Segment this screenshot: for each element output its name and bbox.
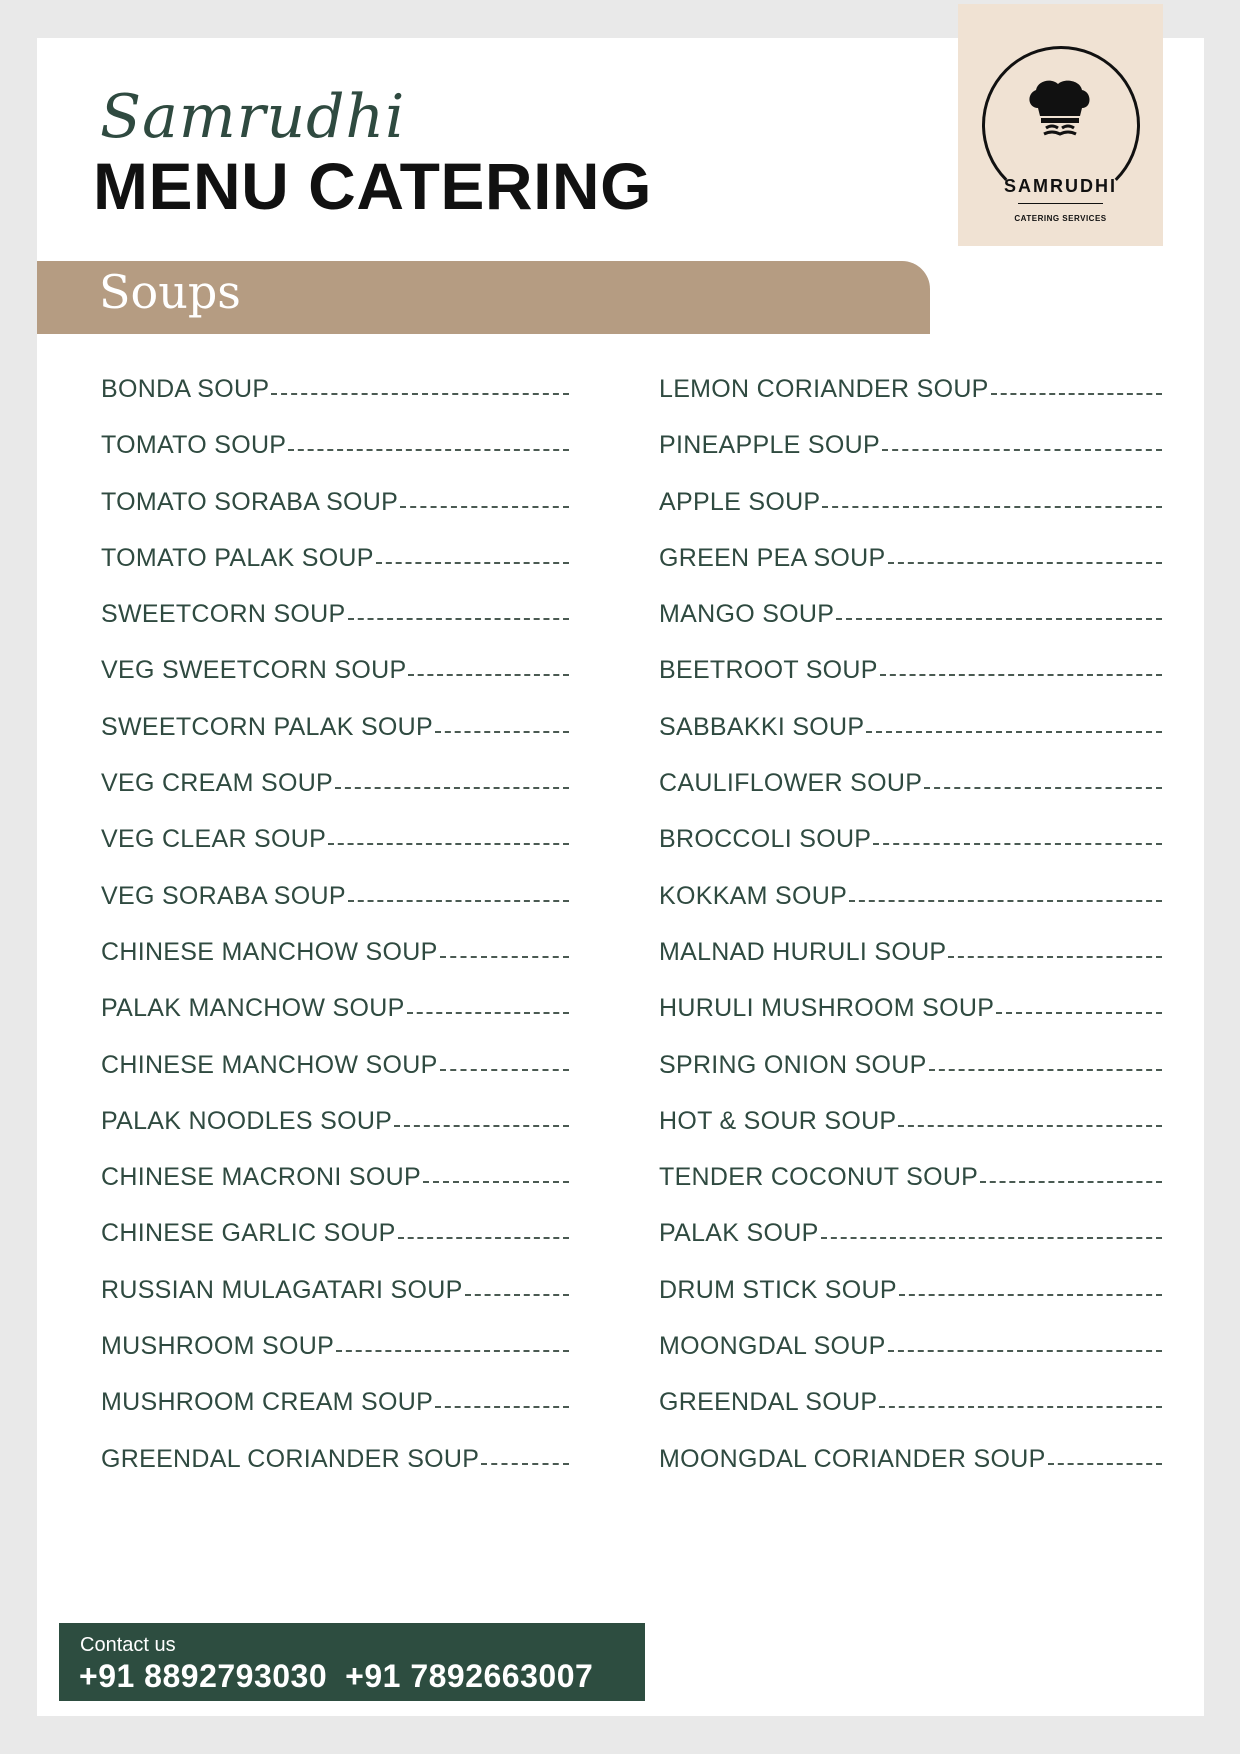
menu-item-label: MALNAD HURULI SOUP (659, 937, 947, 966)
menu-list-left (101, 375, 569, 1501)
menu-item-label: CHINESE MACRONI SOUP (101, 1163, 421, 1192)
menu-item-label: TENDER COCONUT SOUP (659, 1163, 979, 1192)
menu-item (101, 1276, 569, 1332)
dotted-leader (980, 1181, 1162, 1183)
menu-item (659, 938, 1162, 994)
menu-item-label: TOMATO SORABA SOUP (101, 487, 399, 516)
menu-item-label: VEG SORABA SOUP (101, 881, 346, 910)
dotted-leader (400, 506, 569, 508)
menu-item-label: GREEN PEA SOUP (659, 543, 886, 572)
menu-item-label: CHINESE MANCHOW SOUP (101, 1050, 438, 1079)
menu-item (659, 1107, 1162, 1163)
menu-item-label: BONDA SOUP (101, 375, 270, 403)
menu-item-label: DRUM STICK SOUP (659, 1275, 897, 1304)
menu-item (101, 994, 569, 1050)
menu-item-label: BROCCOLI SOUP (659, 825, 872, 854)
menu-item-label: PINEAPPLE SOUP (659, 431, 880, 460)
dotted-leader (879, 1406, 1162, 1408)
menu-item-label: KOKKAM SOUP (659, 881, 848, 910)
contact-label: Contact us (80, 1634, 176, 1656)
contact-box (59, 1623, 645, 1701)
menu-item (101, 713, 569, 769)
dotted-leader (866, 731, 1162, 733)
menu-item-label: CAULIFLOWER SOUP (659, 769, 923, 798)
menu-item-label: MUSHROOM CREAM SOUP (101, 1388, 434, 1417)
phone-number-1[interactable]: +91 8892793030 (79, 1658, 328, 1694)
dotted-leader (440, 956, 569, 958)
dotted-leader (348, 900, 569, 902)
logo-divider (1018, 203, 1103, 204)
menu-item-label: GREENDAL CORIANDER SOUP (101, 1444, 480, 1473)
menu-item (101, 1051, 569, 1107)
menu-item (659, 600, 1162, 656)
menu-item-label: CHINESE MANCHOW SOUP (101, 937, 438, 966)
menu-item (101, 488, 569, 544)
menu-item-label: PALAK MANCHOW SOUP (101, 994, 405, 1023)
dotted-leader (991, 393, 1162, 395)
page-title: MENU CATERING (93, 149, 652, 223)
menu-item-label: MANGO SOUP (659, 600, 835, 629)
dotted-leader (394, 1125, 569, 1127)
dotted-leader (929, 1069, 1162, 1071)
menu-item-label: CHINESE GARLIC SOUP (101, 1219, 396, 1248)
dotted-leader (996, 1012, 1162, 1014)
menu-item-label: MOONGDAL SOUP (659, 1332, 886, 1361)
menu-item (659, 713, 1162, 769)
logo-subtitle: CATERING SERVICES (1014, 214, 1107, 223)
dotted-leader (924, 787, 1162, 789)
menu-item-label: MUSHROOM SOUP (101, 1332, 335, 1361)
menu-item-label: TOMATO PALAK SOUP (101, 543, 374, 572)
menu-item (659, 488, 1162, 544)
menu-item (101, 1107, 569, 1163)
dotted-leader (423, 1181, 569, 1183)
menu-item-label: GREENDAL SOUP (659, 1388, 878, 1417)
menu-item (659, 1445, 1162, 1501)
section-header (37, 261, 930, 334)
menu-list-right (659, 375, 1162, 1501)
menu-item (101, 1445, 569, 1501)
menu-item (659, 544, 1162, 600)
dotted-leader (407, 1012, 569, 1014)
dotted-leader (888, 1350, 1162, 1352)
logo (958, 4, 1163, 246)
dotted-leader (836, 618, 1162, 620)
menu-item (101, 431, 569, 487)
menu-item-label: MOONGDAL CORIANDER SOUP (659, 1444, 1046, 1473)
menu-item (101, 825, 569, 881)
menu-item (101, 600, 569, 656)
logo-name: SAMRUDHI (1004, 176, 1117, 196)
menu-item (101, 544, 569, 600)
menu-item (659, 825, 1162, 881)
menu-item-label: HOT & SOUR SOUP (659, 1106, 897, 1135)
menu-item (659, 1219, 1162, 1275)
menu-item (659, 375, 1162, 431)
section-title: Soups (99, 265, 241, 319)
menu-item (659, 1332, 1162, 1388)
menu-item (101, 1332, 569, 1388)
dotted-leader (398, 1237, 569, 1239)
menu-item (101, 938, 569, 994)
dotted-leader (435, 731, 569, 733)
menu-item (659, 769, 1162, 825)
menu-item-label: APPLE SOUP (659, 487, 821, 516)
brand-script-title: Samrudhi (100, 82, 406, 152)
dotted-leader (288, 449, 569, 451)
menu-item (101, 1163, 569, 1219)
menu-item-label: SPRING ONION SOUP (659, 1050, 927, 1079)
dotted-leader (1048, 1463, 1162, 1465)
dotted-leader (821, 1237, 1162, 1239)
menu-item-label: PALAK SOUP (659, 1219, 819, 1248)
menu-item-label: SWEETCORN PALAK SOUP (101, 712, 433, 741)
chef-hat-icon (1024, 78, 1096, 138)
menu-item-label: RUSSIAN MULAGATARI SOUP (101, 1275, 463, 1304)
menu-item (659, 1276, 1162, 1332)
menu-item-label: VEG CLEAR SOUP (101, 825, 327, 854)
dotted-leader (873, 843, 1162, 845)
dotted-leader (880, 674, 1162, 676)
dotted-leader (348, 618, 570, 620)
menu-item (659, 1051, 1162, 1107)
menu-item (659, 882, 1162, 938)
menu-item (659, 1163, 1162, 1219)
menu-item-label: TOMATO SOUP (101, 431, 287, 460)
menu-item-label: HURULI MUSHROOM SOUP (659, 994, 995, 1023)
menu-item-label: PALAK NOODLES SOUP (101, 1106, 393, 1135)
dotted-leader (888, 562, 1163, 564)
menu-item (659, 431, 1162, 487)
menu-item (101, 1388, 569, 1444)
dotted-leader (271, 393, 569, 395)
dotted-leader (898, 1125, 1162, 1127)
dotted-leader (899, 1294, 1162, 1296)
dotted-leader (440, 1069, 569, 1071)
menu-item-label: BEETROOT SOUP (659, 656, 878, 685)
menu-item (659, 656, 1162, 712)
menu-item-label: SWEETCORN SOUP (101, 600, 346, 629)
menu-item-label: SABBAKKI SOUP (659, 712, 865, 741)
dotted-leader (376, 562, 569, 564)
menu-item (659, 1388, 1162, 1444)
dotted-leader (948, 956, 1162, 958)
dotted-leader (849, 900, 1162, 902)
menu-item (101, 769, 569, 825)
dotted-leader (822, 506, 1162, 508)
dotted-leader (882, 449, 1162, 451)
dotted-leader (336, 1350, 569, 1352)
menu-item (659, 994, 1162, 1050)
dotted-leader (335, 787, 569, 789)
menu-item-label: VEG CREAM SOUP (101, 769, 334, 798)
contact-phones (79, 1658, 593, 1695)
menu-item-label: VEG SWEETCORN SOUP (101, 656, 407, 685)
dotted-leader (435, 1406, 569, 1408)
dotted-leader (328, 843, 569, 845)
dotted-leader (465, 1294, 569, 1296)
phone-number-2[interactable]: +91 7892663007 (345, 1658, 594, 1694)
dotted-leader (408, 674, 569, 676)
menu-item (101, 656, 569, 712)
menu-item (101, 882, 569, 938)
menu-item (101, 375, 569, 431)
menu-item-label: LEMON CORIANDER SOUP (659, 375, 989, 403)
dotted-leader (481, 1463, 569, 1465)
menu-item (101, 1219, 569, 1275)
